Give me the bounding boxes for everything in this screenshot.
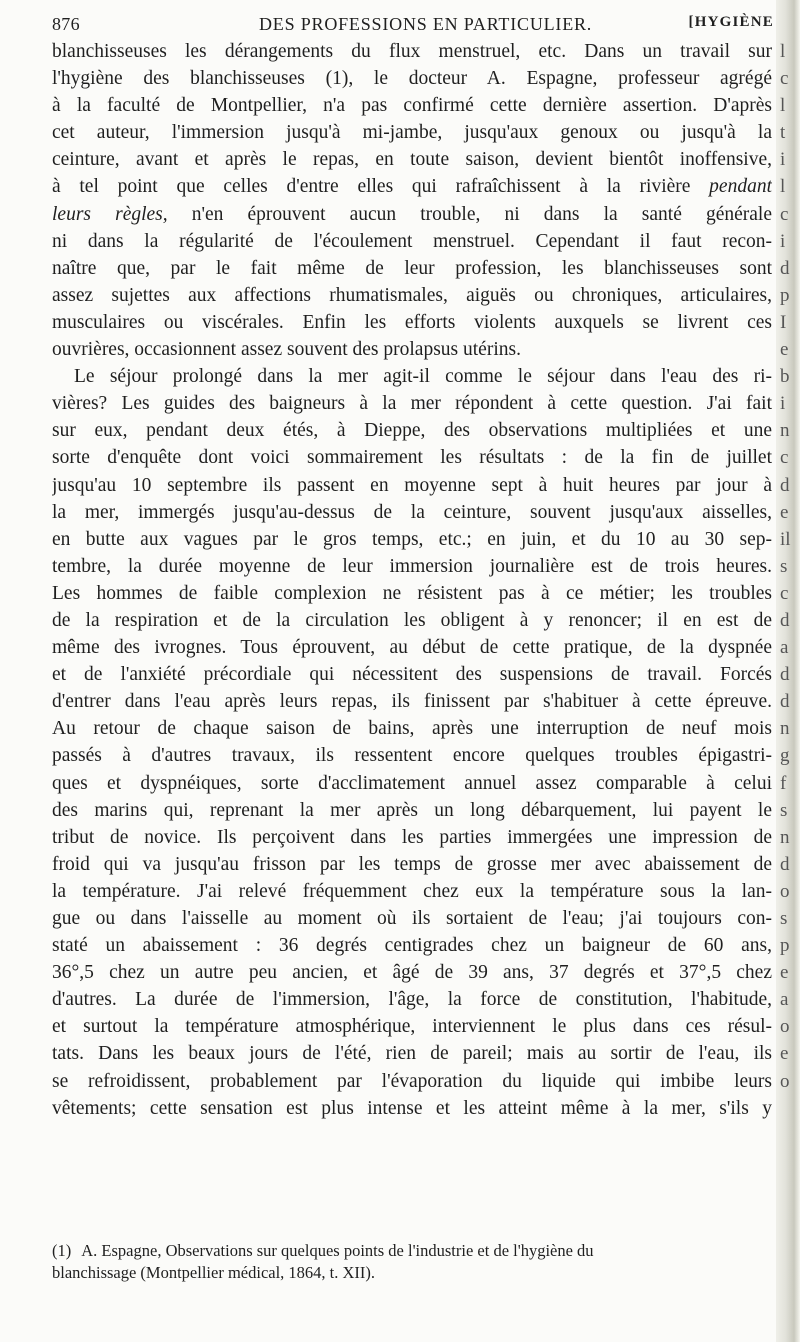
margin-fragment: e (780, 501, 789, 523)
margin-fragment: c (780, 68, 789, 90)
body-line: à la faculté de Montpellier, n'a pas confirmé cette dernière assertion. D'après (52, 95, 772, 117)
body-line: leurs règles, n'en éprouvent aucun trouble, ni dans la santé générale (52, 203, 772, 225)
margin-fragment: s (780, 555, 788, 577)
margin-fragment: il (780, 528, 791, 550)
body-line: Le séjour prolongé dans la mer agit-il comme le séjour dans l'eau des ri- (74, 366, 772, 388)
body-line: et surtout la température atmosphérique, interviennent le plus dans ces résul- (52, 1016, 772, 1038)
body-line: naître que, par le fait même de leur profession, les blanchisseuses sont (52, 257, 772, 279)
section-tag: [HYGIÈNE (688, 14, 774, 30)
margin-fragment: i (780, 393, 786, 415)
margin-fragment: c (780, 582, 789, 604)
margin-fragment: n (780, 718, 790, 740)
body-line: à tel point que celles d'entre elles qui rafraîchissent à la rivière pendant (52, 176, 772, 198)
body-line: d'entrer dans l'eau après leurs repas, ils finissent par s'habituer à cette épreuve. (52, 691, 772, 713)
margin-fragment: e (780, 1043, 789, 1065)
running-header (52, 6, 774, 40)
body-line: vêtements; cette sensation est plus intense et les atteint même à la mer, s'ils y (52, 1097, 772, 1119)
facing-page-fragments (780, 38, 791, 1095)
running-title: DES PROFESSIONS EN PARTICULIER. (259, 14, 593, 34)
margin-fragment: d (780, 257, 790, 279)
margin-fragment: e (780, 962, 789, 984)
footnote (52, 1240, 772, 1284)
margin-fragment: a (780, 989, 789, 1011)
body-line: jusqu'au 10 septembre ils passent en moyenne sept à huit heures par jour à (52, 474, 772, 496)
body-line: blanchisseuses les dérangements du flux menstruel, etc. Dans un travail sur (52, 41, 772, 62)
body-line: staté un abaissement : 36 degrés centigrades chez un baigneur de 60 ans, (52, 935, 772, 957)
body-line: vières? Les guides des baigneurs à la mer répondent à cette question. J'ai fait (52, 393, 772, 415)
margin-fragment: o (780, 1070, 790, 1092)
body-text (52, 38, 772, 1122)
margin-fragment: e (780, 339, 789, 361)
body-line: en butte aux vagues par le gros temps, etc.; en juin, et du 10 au 30 sep- (52, 528, 772, 550)
body-line: et de l'anxiété précordiale qui nécessitent des suspensions de travail. Forcés (52, 664, 772, 686)
body-line: d'autres. La durée de l'immersion, l'âge, la force de constitution, l'habitude, (52, 989, 772, 1011)
body-line: même des ivrognes. Tous éprouvent, au début de cette pratique, de la dyspnée (52, 637, 772, 659)
footnote-text: A. Espagne, Observations sur quelques points de l'industrie et de l'hygiène du (81, 1241, 594, 1260)
body-line: ni dans la régularité de l'écoulement menstruel. Cependant il faut recon- (52, 230, 772, 252)
margin-fragment: l (780, 176, 786, 198)
body-line: tribut de novice. Ils perçoivent dans les parties immergées une impression de (52, 826, 772, 848)
body-line: tats. Dans les beaux jours de l'été, rien de pareil; mais au sortir de l'eau, ils (52, 1043, 772, 1065)
margin-fragment: g (780, 745, 790, 767)
margin-fragment: a (780, 637, 789, 659)
body-line: de la respiration et de la circulation les obligent à y renoncer; il en est de (52, 609, 772, 631)
body-line: des marins qui, reprenant la mer après un long débarquement, lui payent le (52, 799, 772, 821)
body-line: assez sujettes aux affections rhumatismales, aiguës ou chroniques, articulaires, (52, 284, 772, 306)
page-number: 876 (52, 14, 80, 34)
margin-fragment: n (780, 826, 790, 848)
margin-fragment: t (780, 122, 786, 144)
margin-fragment: o (780, 1016, 790, 1038)
body-line: Au retour de chaque saison de bains, après une interruption de neuf mois (52, 718, 772, 740)
footnote-line-2: blanchissage (Montpellier médical, 1864, t. XII). (52, 1263, 376, 1282)
margin-fragment: n (780, 420, 790, 442)
margin-fragment: o (780, 880, 790, 902)
margin-fragment: b (780, 366, 790, 388)
body-line: Les hommes de faible complexion ne résistent pas à ce métier; les troubles (52, 582, 772, 604)
body-line: la mer, immergés jusqu'au-dessus de la ceinture, souvent jusqu'aux aisselles, (52, 501, 772, 523)
body-line: l'hygiène des blanchisseuses (1), le docteur A. Espagne, professeur agrégé (52, 68, 772, 90)
margin-fragment: d (780, 664, 790, 686)
margin-fragment: d (780, 691, 790, 713)
margin-fragment: I (780, 311, 787, 333)
body-line: passés à d'autres travaux, ils ressentent encore quelques troubles épigastri- (52, 745, 772, 767)
body-line: sorte d'enquête dont voici sommairement les résultats : de la fin de juillet (52, 447, 772, 469)
margin-fragment: d (780, 474, 790, 496)
margin-fragment: p (780, 284, 790, 306)
margin-fragment: l (780, 41, 786, 62)
margin-fragment: s (780, 908, 788, 929)
footnote-marker: (1) (52, 1241, 72, 1260)
body-line: gue ou dans l'aisselle au moment où ils sortaient de l'eau; j'ai toujours con- (52, 908, 772, 929)
margin-fragment: i (780, 149, 786, 171)
body-line: froid qui va jusqu'au frisson par les temps de grosse mer avec abaissement de (52, 853, 772, 875)
body-line: ceinture, avant et après le repas, en toute saison, devient bientôt inoffensive, (52, 149, 772, 171)
margin-fragment: i (780, 230, 786, 252)
margin-fragment: d (780, 853, 790, 875)
page-gutter-edge (776, 0, 800, 1342)
margin-fragment: c (780, 203, 789, 225)
body-line: se refroidissent, probablement par l'évaporation du liquide qui imbibe leurs (52, 1070, 772, 1092)
body-line: la température. J'ai relevé fréquemment chez eux la température sous la lan- (52, 880, 772, 902)
margin-fragment: c (780, 447, 789, 469)
margin-fragment: d (780, 609, 790, 631)
body-line: ques et dyspnéiques, sorte d'acclimatement annuel assez comparable à celui (52, 772, 772, 794)
margin-fragment: p (780, 935, 790, 957)
body-line: cet auteur, l'immersion jusqu'à mi-jambe, jusqu'aux genoux ou jusqu'à la (52, 122, 772, 144)
margin-fragment: l (780, 95, 786, 117)
body-line: musculaires ou viscérales. Enfin les efforts violents auxquels se livrent ces (52, 311, 772, 333)
body-line: ouvrières, occasionnent assez souvent des prolapsus utérins. (52, 339, 521, 361)
margin-fragment: s (780, 799, 788, 821)
body-line: sur eux, pendant deux étés, à Dieppe, des observations multipliées et une (52, 420, 772, 442)
footnote-line-1 (52, 1240, 772, 1262)
body-line: 36°,5 chez un autre peu ancien, et âgé de 39 ans, 37 degrés et 37°,5 chez (52, 962, 772, 984)
body-line: tembre, la durée moyenne de leur immersion journalière est de trois heures. (52, 555, 772, 577)
margin-fragment: f (780, 772, 787, 794)
